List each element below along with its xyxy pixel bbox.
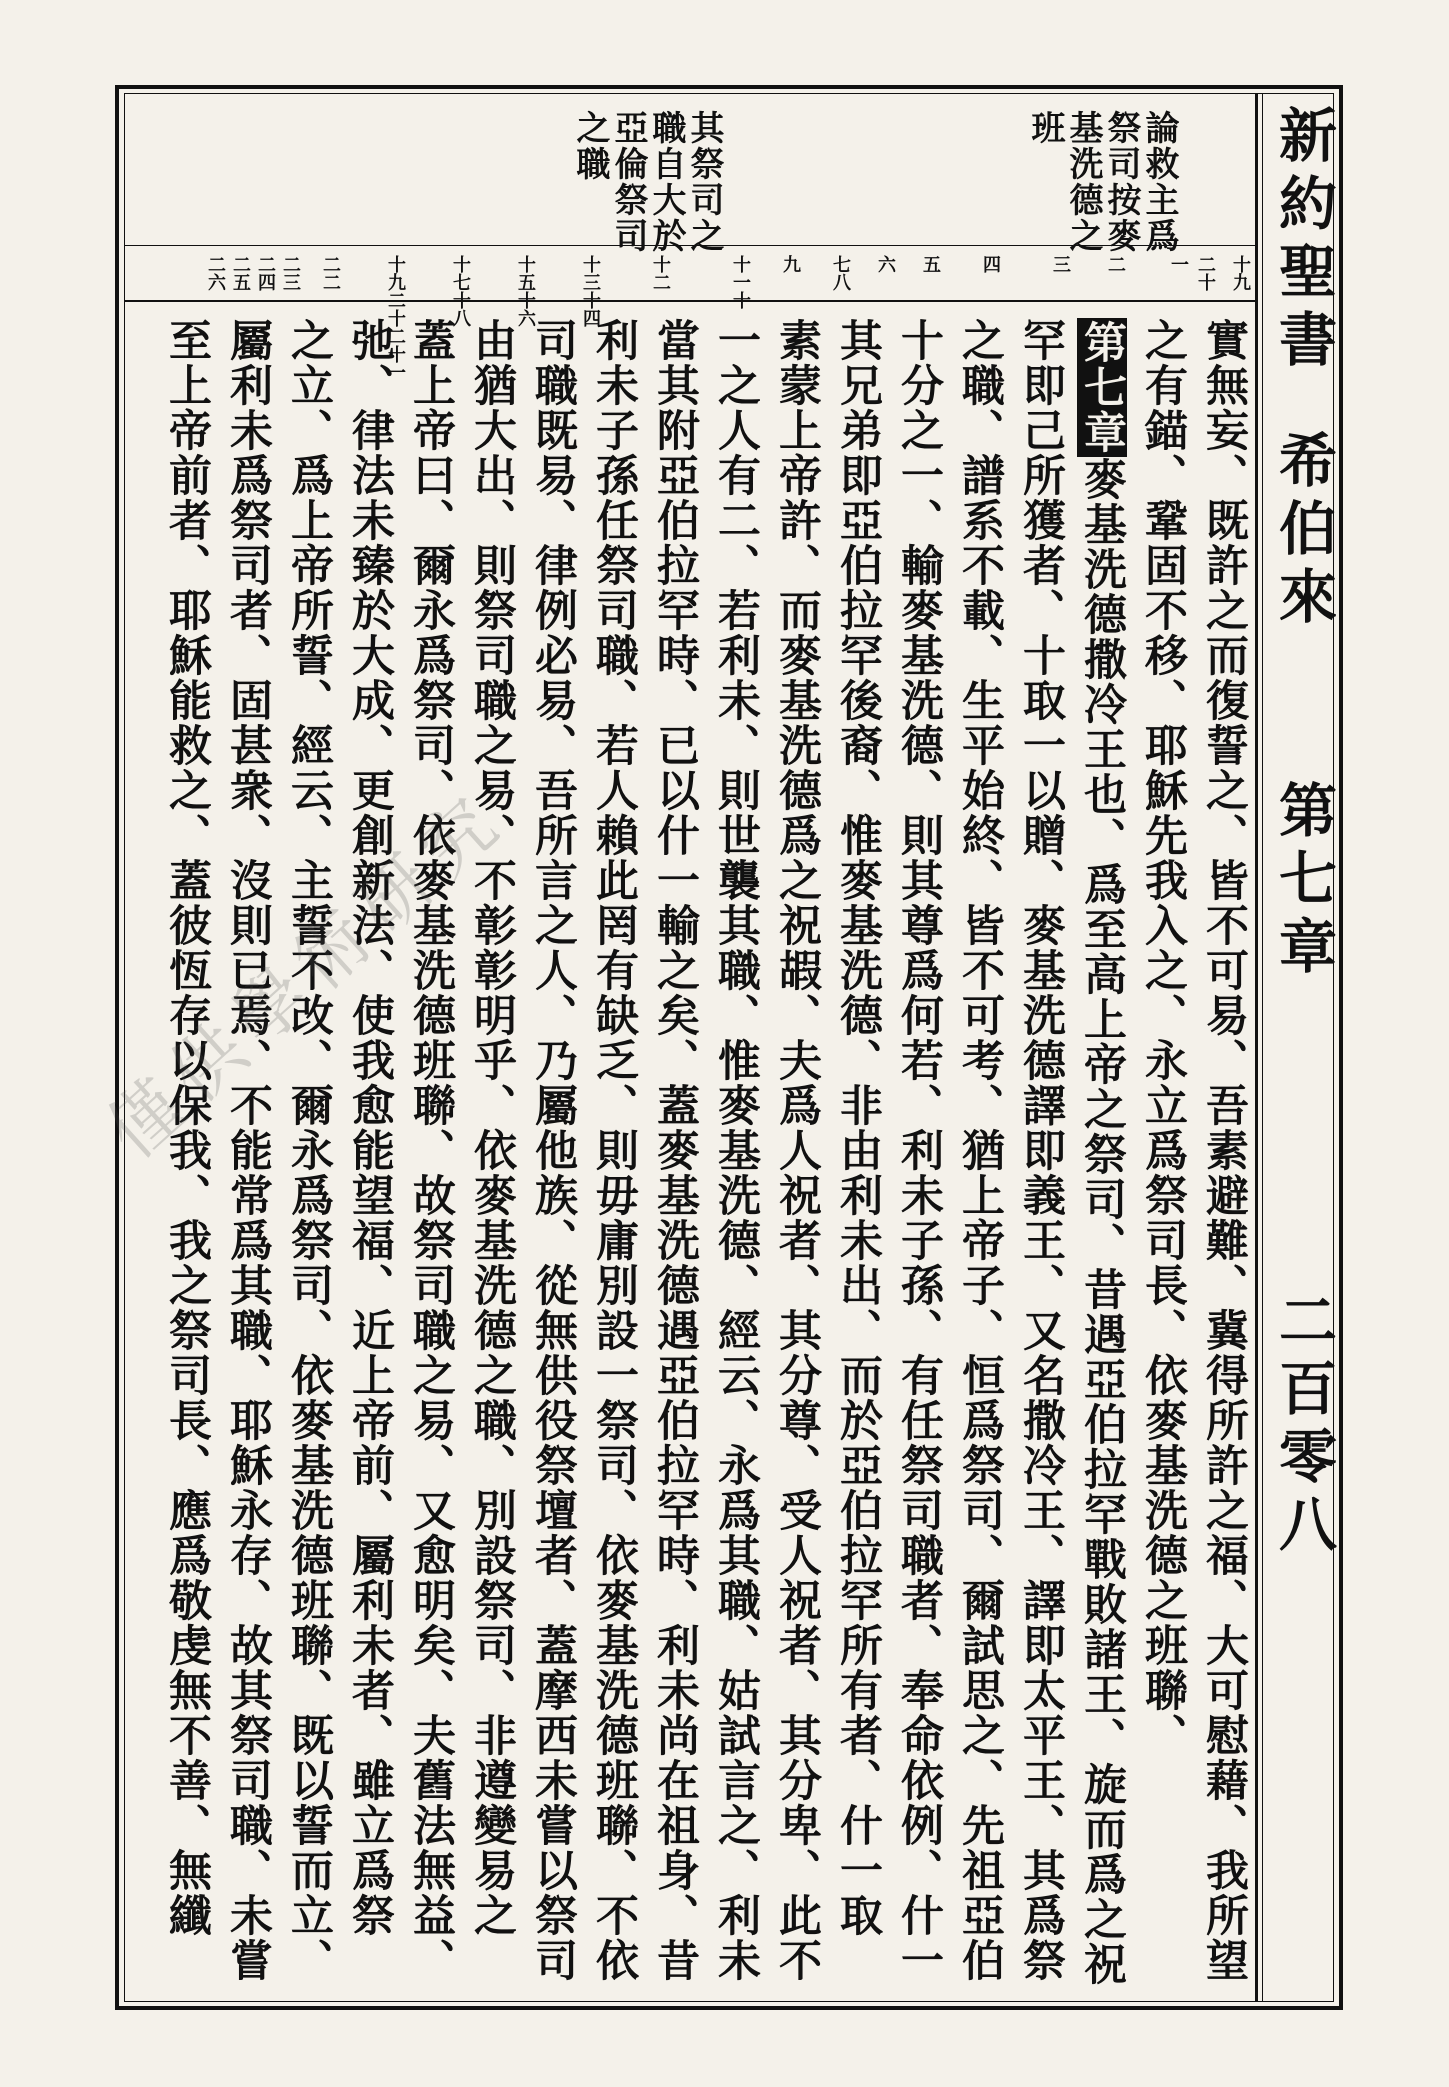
numbers-divider bbox=[124, 300, 1255, 302]
margin-note: 亞倫祭司 bbox=[608, 110, 648, 254]
verse-number: 十一十 bbox=[730, 255, 751, 309]
verse-number: 十九 bbox=[1230, 255, 1251, 291]
text-column: 素蒙上帝許、而麥基洗德爲之祝嘏、夫爲人祝者、其分尊、受人祝者、其分卑、此不 bbox=[772, 318, 822, 1983]
text-column-rest: 麥基洗德撒冷王也、爲至高上帝之祭司、昔遇亞伯拉罕戰敗諸王、旋而爲之祝 bbox=[1077, 457, 1127, 1987]
verse-number: 七八 bbox=[830, 255, 851, 291]
verse-number: 一 bbox=[1168, 255, 1189, 273]
verse-number: 二六 bbox=[205, 255, 226, 291]
text-column: 司職既易、律例必易、吾所言之人、乃屬他族、從無供役祭壇者、蓋摩西未嘗以祭司 bbox=[528, 318, 578, 1983]
text-column: 十分之一、輸麥基洗德、則其尊爲何若、利未子孫、有任祭司職者、奉命依例、什一 bbox=[894, 318, 944, 1983]
verse-number: 二二 bbox=[320, 255, 341, 291]
text-column bbox=[1073, 318, 1131, 1998]
text-column: 實無妄、既許之而復誓之、皆不可易、吾素避難、冀得所許之福、大可慰藉、我所望 bbox=[1199, 318, 1249, 1983]
text-column: 屬利未爲祭司者、固甚衆、沒則已焉、不能常爲其職、耶穌永存、故其祭司職、未嘗 bbox=[223, 318, 273, 1983]
verse-number: 十七十八 bbox=[450, 255, 471, 327]
text-column: 由猶大出、則祭司職之易、不彰彰明乎、依麥基洗德之職、別設祭司、非遵變易之 bbox=[467, 318, 517, 1938]
margin-note: 祭司按麥 bbox=[1101, 110, 1141, 254]
verse-number: 二十 bbox=[1195, 255, 1216, 291]
text-column: 之有錨、鞏固不移、耶穌先我入之、永立爲祭司長、依麥基洗德之班聯、 bbox=[1138, 318, 1188, 1758]
text-column: 其兄弟即亞伯拉罕後裔、惟麥基洗德、非由利未出、而於亞伯拉罕所有者、什一取 bbox=[833, 318, 883, 1938]
verse-number: 三 bbox=[1050, 255, 1071, 273]
text-column: 蓋上帝曰、爾永爲祭司、依麥基洗德班聯、故祭司職之易、又愈明矣、夫舊法無益、 bbox=[406, 318, 456, 1983]
verse-number: 二 bbox=[1105, 255, 1126, 273]
header-divider bbox=[1255, 93, 1258, 2002]
text-column: 當其附亞伯拉罕時、已以什一輸之矣、蓋麥基洗德遇亞伯拉罕時、利未尚在祖身、昔 bbox=[650, 318, 700, 1983]
margin-note: 其祭司之 bbox=[684, 110, 724, 254]
margin-note: 職自大於 bbox=[646, 110, 686, 254]
chapter-marker: 第七章 bbox=[1077, 320, 1127, 455]
verse-number: 十九二十二十一 bbox=[385, 255, 406, 381]
page-number: 二百零八 bbox=[1269, 1290, 1337, 1562]
text-column: 罕即己所獲者、十取一以贈、麥基洗德譯即義王、又名撒冷王、譯即太平王、其爲祭 bbox=[1016, 318, 1066, 1983]
verse-number: 十三十四 bbox=[580, 255, 601, 327]
margin-note: 班 bbox=[1025, 110, 1065, 146]
verse-number: 二四 bbox=[255, 255, 276, 291]
verse-number: 二三 bbox=[280, 255, 301, 291]
text-column: 至上帝前者、耶穌能救之、蓋彼恆存以保我、我之祭司長、應爲敬虔無不善、無纖 bbox=[162, 318, 212, 1938]
book-title: 新約聖書 bbox=[1269, 105, 1337, 377]
text-column: 利未子孫任祭司職、若人賴此罔有缺乏、則毋庸別設一祭司、依麥基洗德班聯、不依 bbox=[589, 318, 639, 1983]
verse-number: 二五 bbox=[230, 255, 251, 291]
verse-number: 六 bbox=[875, 255, 896, 273]
verse-number: 四 bbox=[980, 255, 1001, 273]
book-subtitle: 希伯來 bbox=[1269, 430, 1337, 634]
verse-number: 五 bbox=[920, 255, 941, 273]
verse-number: 十五十六 bbox=[515, 255, 536, 327]
text-column: 之立、爲上帝所誓、經云、主誓不改、爾永爲祭司、依麥基洗德班聯、既以誓而立、 bbox=[284, 318, 334, 1983]
text-column: 弛、律法未臻於大成、更創新法、使我愈能望福、近上帝前、屬利未者、雖立爲祭 bbox=[345, 318, 395, 1938]
margin-note: 基洗德之 bbox=[1063, 110, 1103, 254]
text-column: 一之人有二、若利未、則世襲其職、惟麥基洗德、經云、永爲其職、姑試言之、利未 bbox=[711, 318, 761, 1983]
header-divider-thin bbox=[1262, 93, 1263, 2002]
watermark: 僅供學術研究 bbox=[90, 774, 522, 1175]
verse-number: 十二 bbox=[650, 255, 671, 291]
margin-note: 之職 bbox=[570, 110, 610, 182]
chapter-label: 第七章 bbox=[1269, 780, 1337, 984]
margin-note: 論救主爲 bbox=[1139, 110, 1179, 254]
verse-number: 九 bbox=[780, 255, 801, 273]
text-column: 之職、譜系不載、生平始終、皆不可考、猶上帝子、恒爲祭司、爾試思之、先祖亞伯 bbox=[955, 318, 1005, 1983]
